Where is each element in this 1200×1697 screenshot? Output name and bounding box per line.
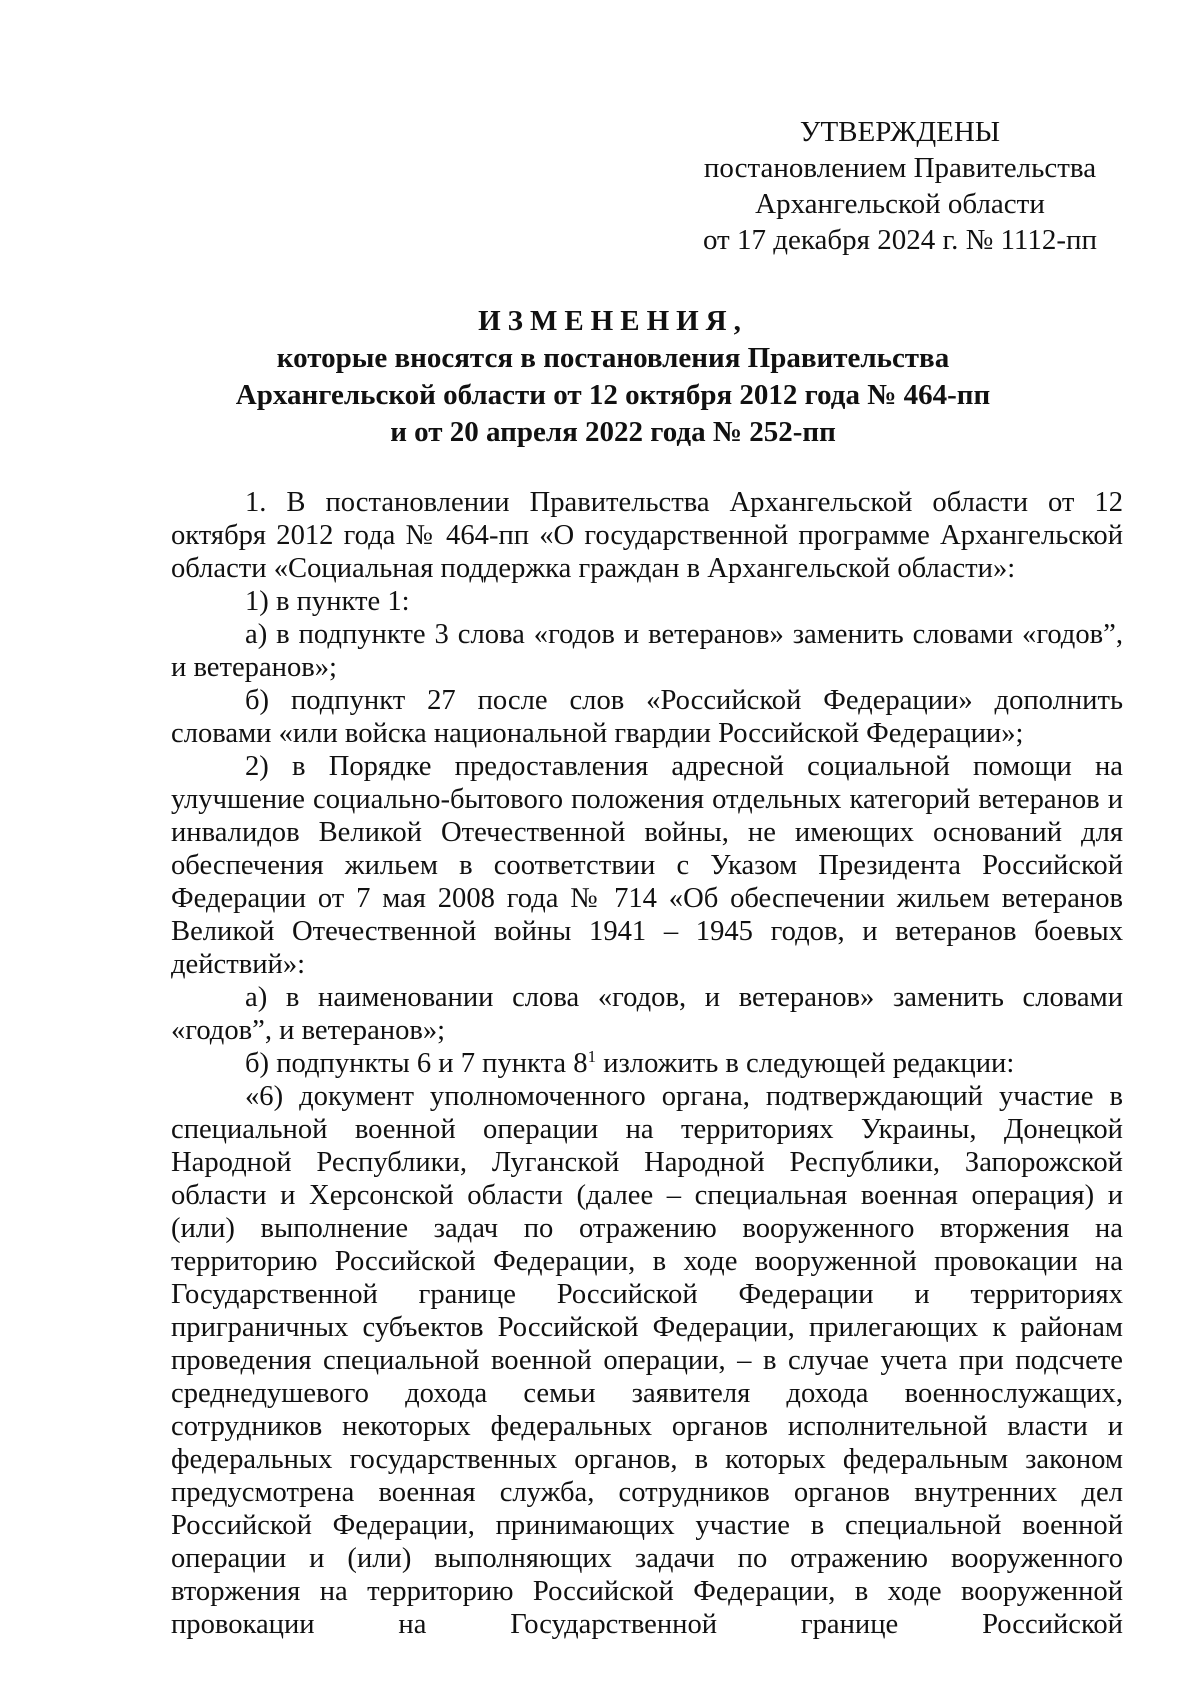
paragraph-2: 1) в пункте 1: [245,586,410,617]
paragraph-1: 1. В постановлении Правительства Архангельской области от 12 октября 2012 года № 464-пп «О государственной программе Архангельской области «Социальная поддержка граждан в Архангельской области»: [171,487,1123,584]
heading-line-1: которые вносятся в постановления Правительства [276,342,950,374]
approval-line-2: Архангельской области [755,188,1045,220]
paragraph-7-text-end: изложить в следующей редакции: [596,1048,1015,1079]
document-title: ИЗМЕНЕНИЯ, [478,305,748,337]
approval-line-3: от 17 декабря 2024 г. № 1112-пп [702,224,1098,256]
paragraph-7-text: б) подпункты 6 и 7 пункта 8 [245,1048,588,1079]
paragraph-7 [171,1047,1123,1080]
heading-line-2: Архангельской области от 12 октября 2012 года № 464-пп [235,379,991,411]
paragraph-6: а) в наименовании слова «годов, и ветеранов» заменить словами «годов”, и ветеранов»; [171,982,1123,1046]
approval-line-1: постановлением Правительства [703,152,1097,184]
superscript-1: 1 [587,1047,597,1066]
heading-line-3: и от 20 апреля 2022 года № 252-пп [390,416,836,448]
document-body [171,486,1123,1641]
approval-stamp [700,114,1100,258]
paragraph-4: б) подпункт 27 после слов «Российской Федерации» дополнить словами «или войска национальной гвардии Российской Федерации»; [171,685,1123,749]
approval-title: УТВЕРЖДЕНЫ [799,116,1001,148]
paragraph-8: «6) документ уполномоченного органа, подтверждающий участие в специальной военной операции на территориях Украины, Донецкой Народной Республики, Луганской Народной Республики, Запорожской области и Херсонской области (далее – специальная военная операция) и (или) выполнение задач по отражению вооруженного вторжения на территорию Российской Федерации, в ходе вооруженной провокации на Государственной границе Российской Федерации и территориях приграничных субъектов Российской Федерации, прилегающих к районам проведения специальной военной операции, – в случае учета при подсчете среднедушевого дохода семьи заявителя дохода военнослужащих, сотрудников некоторых федеральных органов исполнительной власти и федеральных государственных органов, в которых федеральным законом предусмотрена военная служба, сотрудников органов внутренних дел Российской Федерации, принимающих участие в специальной военной операции и (или) выполняющих задачи по отражению вооруженного вторжения на территорию Российской Федерации, в ходе вооруженной провокации на Государственной границе Российской [171,1081,1123,1640]
paragraph-3: а) в подпункте 3 слова «годов и ветеранов» заменить словами «годов”, и ветеранов»; [171,619,1123,683]
paragraph-5: 2) в Порядке предоставления адресной социальной помощи на улучшение социально-бытового положения отдельных категорий ветеранов и инвалидов Великой Отечественной войны, не имеющих оснований для обеспечения жильем в соответствии с Указом Президента Российской Федерации от 7 мая 2008 года № 714 «Об обеспечении жильем ветеранов Великой Отечественной войны 1941 – 1945 годов, и ветеранов боевых действий»: [171,751,1123,980]
document-heading [160,303,1066,451]
